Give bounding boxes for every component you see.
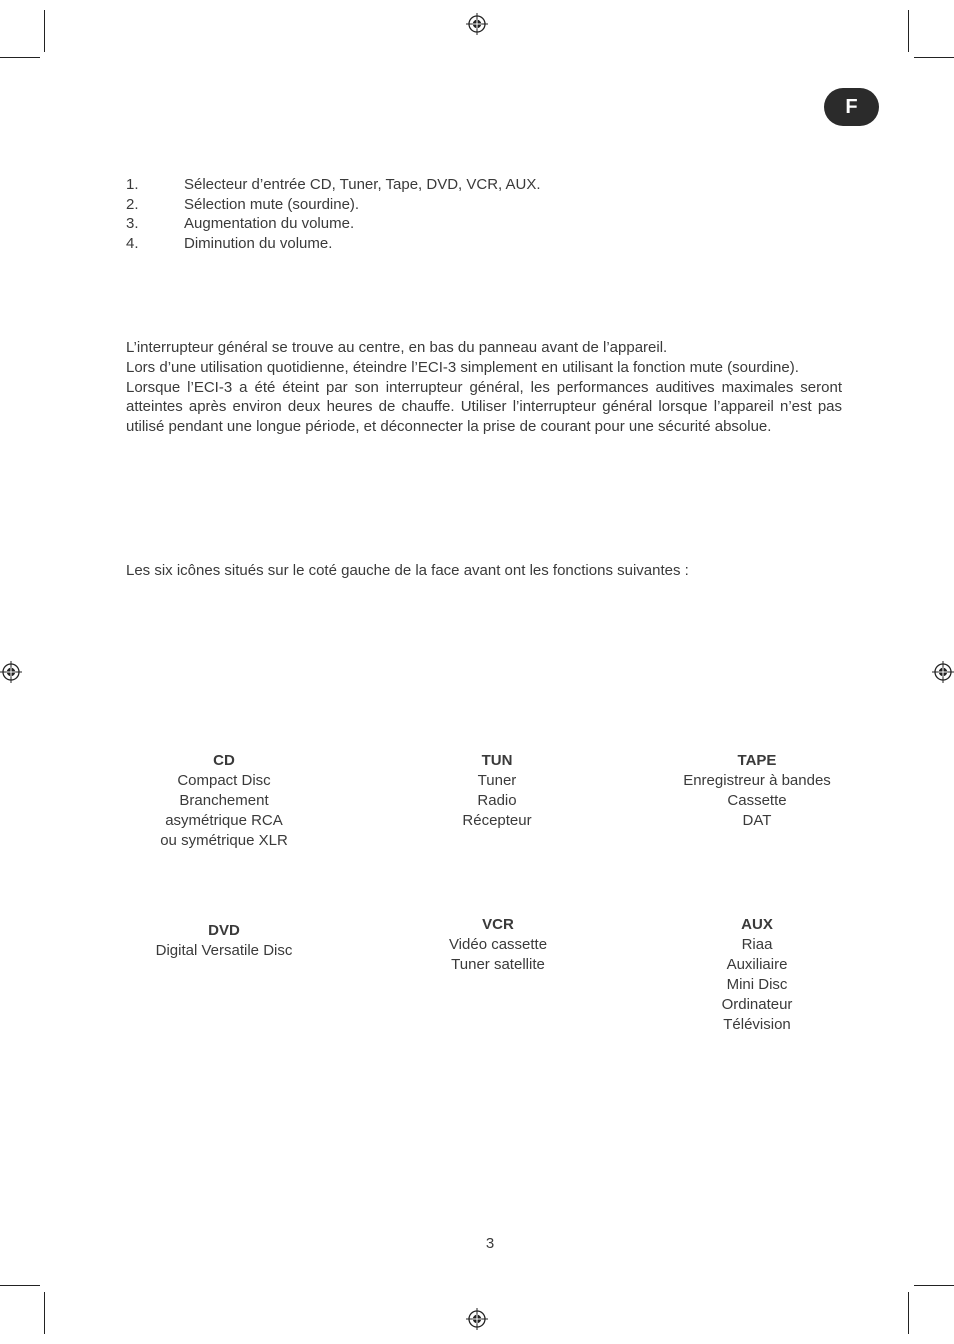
registration-mark-left-icon [0,661,22,683]
icon-description-line: Récepteur [462,812,532,829]
list-item-number: 1. [126,176,139,193]
icon-description-line: Télévision [723,1016,791,1033]
icon-description-line: Mini Disc [726,976,788,993]
icon-code: CD [213,752,235,769]
crop-mark-top-right-horizontal [914,57,954,58]
icon-code: VCR [482,916,514,933]
registration-mark-top-icon [466,13,488,35]
paragraph-line: Lors d’une utilisation quotidienne, éteindre l’ECI-3 simplement en utilisant la fonction mute (sourdine). [126,358,799,376]
registration-mark-bottom-icon [466,1308,488,1330]
language-badge: F [824,88,879,126]
list-item [126,195,541,215]
icon-description-line: Tuner [477,772,517,789]
list-item [126,234,541,254]
power-switch-paragraph [126,338,842,437]
icon-description-line: Branchement [179,792,269,809]
icon-description-line: Radio [477,792,517,809]
paragraph-line: L’interrupteur général se trouve au centre, en bas du panneau avant de l’appareil. [126,339,668,356]
list-item-number: 2. [126,195,139,213]
crop-mark-bottom-left-vertical [44,1292,45,1334]
features-list [126,175,541,253]
icon-block-vcr [388,915,608,975]
crop-mark-bottom-right-vertical [908,1292,909,1334]
icon-code: TAPE [737,752,777,769]
list-item-text: Diminution du volume. [184,234,333,252]
icon-description-line: DAT [742,812,772,829]
icon-description-line: Digital Versatile Disc [155,942,293,959]
icon-code: AUX [741,916,773,933]
icon-description-line: Ordinateur [721,996,793,1013]
crop-mark-bottom-left-horizontal [0,1285,40,1286]
crop-mark-top-left-vertical [44,10,45,52]
icon-code: DVD [208,922,240,939]
list-item-text: Sélection mute (sourdine). [184,195,360,213]
icon-description-line: ou symétrique XLR [160,832,288,849]
list-item-number: 3. [126,215,139,233]
icon-block-tape [647,751,867,831]
icon-description-line: Compact Disc [177,772,271,789]
icon-code: TUN [481,752,513,769]
icon-description-line: Riaa [741,936,773,953]
registration-mark-right-icon [932,661,954,683]
icon-description-line: Auxiliaire [726,956,788,973]
crop-mark-bottom-right-horizontal [914,1285,954,1286]
crop-mark-top-left-horizontal [0,57,40,58]
list-item-text: Sélecteur d’entrée CD, Tuner, Tape, DVD, VCR, AUX. [184,176,541,193]
page-number: 3 [485,1235,495,1252]
icons-intro-text: Les six icônes situés sur le coté gauche de la face avant ont les fonctions suivantes : [126,562,689,579]
icon-block-dvd [114,921,334,961]
icon-description-line: Cassette [727,792,787,809]
paragraph-line: Lorsque l’ECI-3 a été éteint par son interrupteur général, les performances auditives maximales seront atteintes après environ deux heures de chauffe. Utiliser l’interrupteur général lorsque l’appareil n’est pas utilisé pendant une longue période, et déconnecter la prise de courant pour une sécurité absolue. [126,378,842,436]
crop-mark-top-right-vertical [908,10,909,52]
list-item-number: 4. [126,234,139,252]
icon-description-line: Tuner satellite [451,956,545,973]
icon-block-aux [647,915,867,1035]
icon-block-cd [114,751,334,851]
icon-description-line: asymétrique RCA [165,812,283,829]
list-item [126,175,541,195]
list-item [126,214,541,234]
icon-description-line: Enregistreur à bandes [683,772,831,789]
icon-description-line: Vidéo cassette [448,936,548,953]
list-item-text: Augmentation du volume. [184,215,355,233]
icon-block-tun [387,751,607,831]
